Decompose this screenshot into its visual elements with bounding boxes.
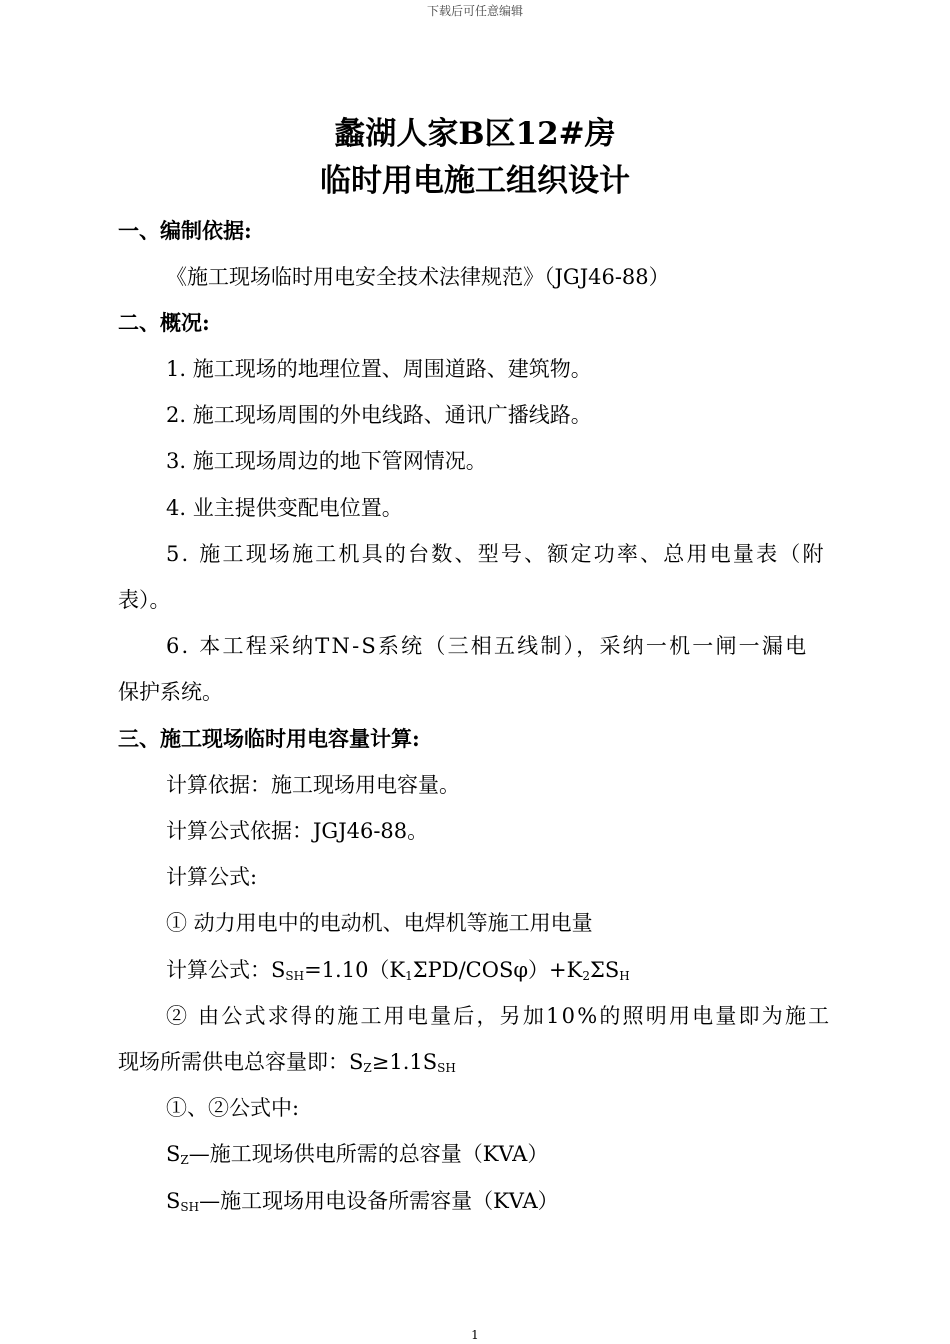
list-item-continuation: 表）。 xyxy=(118,588,171,612)
list-item: 3. 施工现场周边的地下管网情况。 xyxy=(166,449,487,473)
section-2-heading: 二、概况: xyxy=(118,310,210,335)
formula-basis: 计算公式依据：JGJ46-88。 xyxy=(166,819,429,843)
page-number: 1 xyxy=(471,1328,479,1342)
document-title: 蠡湖人家B区12#房 xyxy=(334,116,616,152)
definition-sz: $S_Z—$施工现场供电所需的总容量（KVA） xyxy=(166,1142,549,1167)
document-subtitle: 临时用电施工组织设计 xyxy=(320,163,630,199)
formula-label: 计算公式: xyxy=(166,865,258,889)
section-3-heading: 三、施工现场临时用电容量计算: xyxy=(118,726,420,751)
lighting-item: ② 由公式求得的施工用电量后，另加10%的照明用电量即为施工 xyxy=(166,1004,832,1028)
list-item-continuation: 保护系统。 xyxy=(118,680,223,704)
page-header-note: 下载后可任意编辑 xyxy=(426,4,523,18)
list-item: 5. 施工现场施工机具的台数、型号、额定功率、总用电量表（附 xyxy=(166,542,826,566)
list-item: 1. 施工现场的地理位置、周围道路、建筑物。 xyxy=(166,357,592,381)
formula-1: 计算公式：$S_{SH}=1.10(K_1\Sigma PD/COS\varphi)+K_2\Sigma S_H$ xyxy=(166,958,630,983)
reference-standard: 《施工现场临时用电安全技术法律规范》（JGJ46-88） xyxy=(166,265,670,289)
formula-2: 现场所需供电总容量即：$S_Z\ge 1.1S_{SH}$ xyxy=(118,1050,456,1075)
list-item: 2. 施工现场周围的外电线路、通讯广播线路。 xyxy=(166,403,592,427)
formula-where: ①、②公式中: xyxy=(166,1096,300,1120)
definition-ssh: $S_{SH}—$施工现场用电设备所需容量（KVA） xyxy=(166,1189,559,1214)
list-item: 6. 本工程采纳TN-S系统（三相五线制），采纳一机一闸一漏电 xyxy=(166,634,809,658)
list-item: 4. 业主提供变配电位置。 xyxy=(166,496,403,520)
power-usage-item: ① 动力用电中的电动机、电焊机等施工用电量 xyxy=(166,911,593,935)
section-1-heading: 一、编制依据: xyxy=(118,218,252,243)
calc-basis: 计算依据：施工现场用电容量。 xyxy=(166,773,460,797)
